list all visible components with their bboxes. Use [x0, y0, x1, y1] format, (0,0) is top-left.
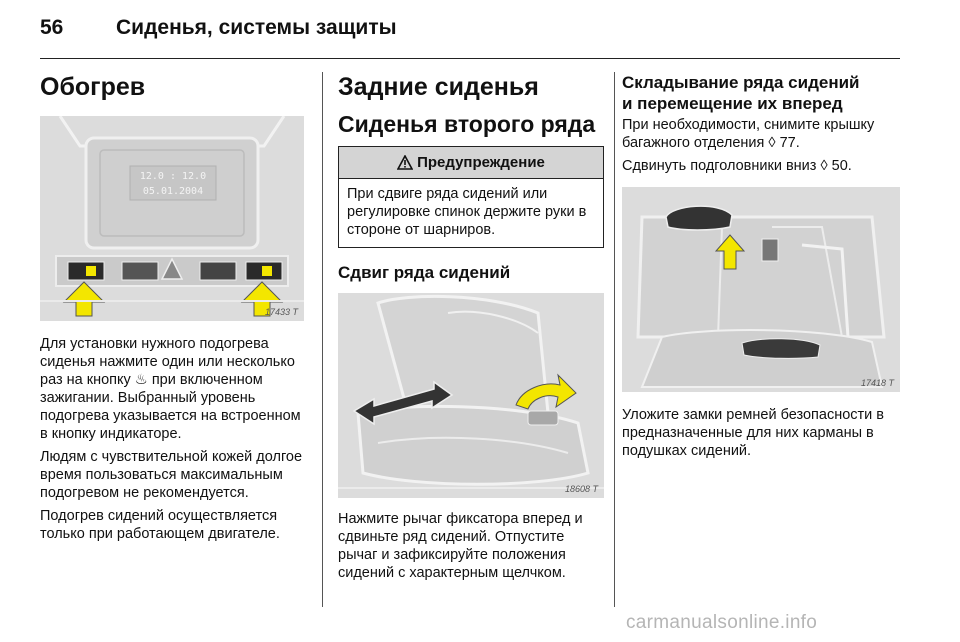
- header-divider: [40, 58, 900, 59]
- heating-paragraph-1: Для установки нужного подогрева сиденья нажмите один или несколько раз на кнопку ♨ при включенном зажигании. Выбранный уровень подогрева указывается на встроенном в кнопку индикаторе.: [40, 336, 301, 442]
- folding-paragraph-1-text: При необходимости, снимите крышку багажного отделения: [622, 117, 875, 151]
- rear-seats-heading: Задние сиденья: [338, 73, 539, 101]
- display-date: 05.01.2004: [142, 186, 204, 197]
- dashboard-illustration: [40, 116, 304, 321]
- warning-box: [338, 146, 604, 248]
- button-slot: [122, 262, 158, 280]
- warning-icon: [397, 155, 413, 170]
- seat-slide-heading: Сдвиг ряда сидений: [338, 263, 511, 282]
- warning-text: При сдвиге ряда сидений или регулировке спинок держите руки в стороне от шарниров.: [347, 186, 587, 238]
- lock-lever: [528, 411, 558, 425]
- folding-heading-line1: Складывание ряда сидений: [622, 73, 860, 92]
- second-row-heading: Сиденья второго ряда: [338, 111, 596, 137]
- heating-paragraph-3: Подогрев сидений осуществляется только при работающем двигателе.: [40, 508, 280, 542]
- column-divider-2: [614, 72, 615, 607]
- column-divider-1: [322, 72, 323, 607]
- headrest-illustration: [622, 187, 900, 392]
- warning-title: Предупреждение: [417, 154, 545, 171]
- page-number: 56: [40, 16, 64, 39]
- column-heating: [40, 72, 308, 543]
- seat-slide-figure: [338, 293, 604, 498]
- heating-paragraph-2: Людям с чувствительной кожей долгое время пользоваться максимальным подогревом не рекомендуется.: [40, 449, 303, 501]
- folding-heading-line2: и перемещение их вперед: [622, 94, 843, 113]
- figure-code: 17418 T: [860, 378, 894, 388]
- seat-cushion-pocket: [742, 339, 820, 359]
- folding-paragraph-3: Уложите замки ремней безопасности в предназначенные для них карманы в подушках сидений.: [622, 407, 884, 459]
- headrest-figure: [622, 187, 900, 392]
- seat-slide-paragraph: Нажмите рычаг фиксатора вперед и сдвиньте ряд сидений. Отпустите рычаг и зафиксируйте положения сидений с характерным щелчком.: [338, 511, 583, 581]
- column-rear-seats: [338, 72, 604, 582]
- headrest-slot: [762, 239, 778, 261]
- page-reference-link[interactable]: ◊ 77.: [768, 135, 800, 151]
- folding-paragraph-2: [622, 157, 904, 175]
- seat-heat-icon-right: [262, 266, 272, 276]
- folding-paragraph-2-text: Сдвинуть подголовники вниз: [622, 158, 817, 174]
- display-time: 12.0 : 12.0: [139, 171, 207, 182]
- heating-heading: Обогрев: [40, 73, 146, 101]
- page-reference-link[interactable]: ◊ 50.: [820, 158, 852, 174]
- watermark: carmanualsonline.info: [626, 612, 818, 633]
- dashboard-figure: [40, 116, 304, 321]
- column-folding: [622, 72, 904, 460]
- figure-code: 17433 T: [264, 307, 298, 317]
- figure-code: 18608 T: [564, 484, 598, 494]
- seat-heat-icon-left: [86, 266, 96, 276]
- page-title: Сиденья, системы защиты: [116, 16, 397, 39]
- rear-window-button: [200, 262, 236, 280]
- warning-header: [339, 147, 603, 179]
- seat-slide-illustration: [338, 293, 604, 498]
- folding-paragraph-1: [622, 116, 904, 152]
- headrest-left: [666, 206, 732, 230]
